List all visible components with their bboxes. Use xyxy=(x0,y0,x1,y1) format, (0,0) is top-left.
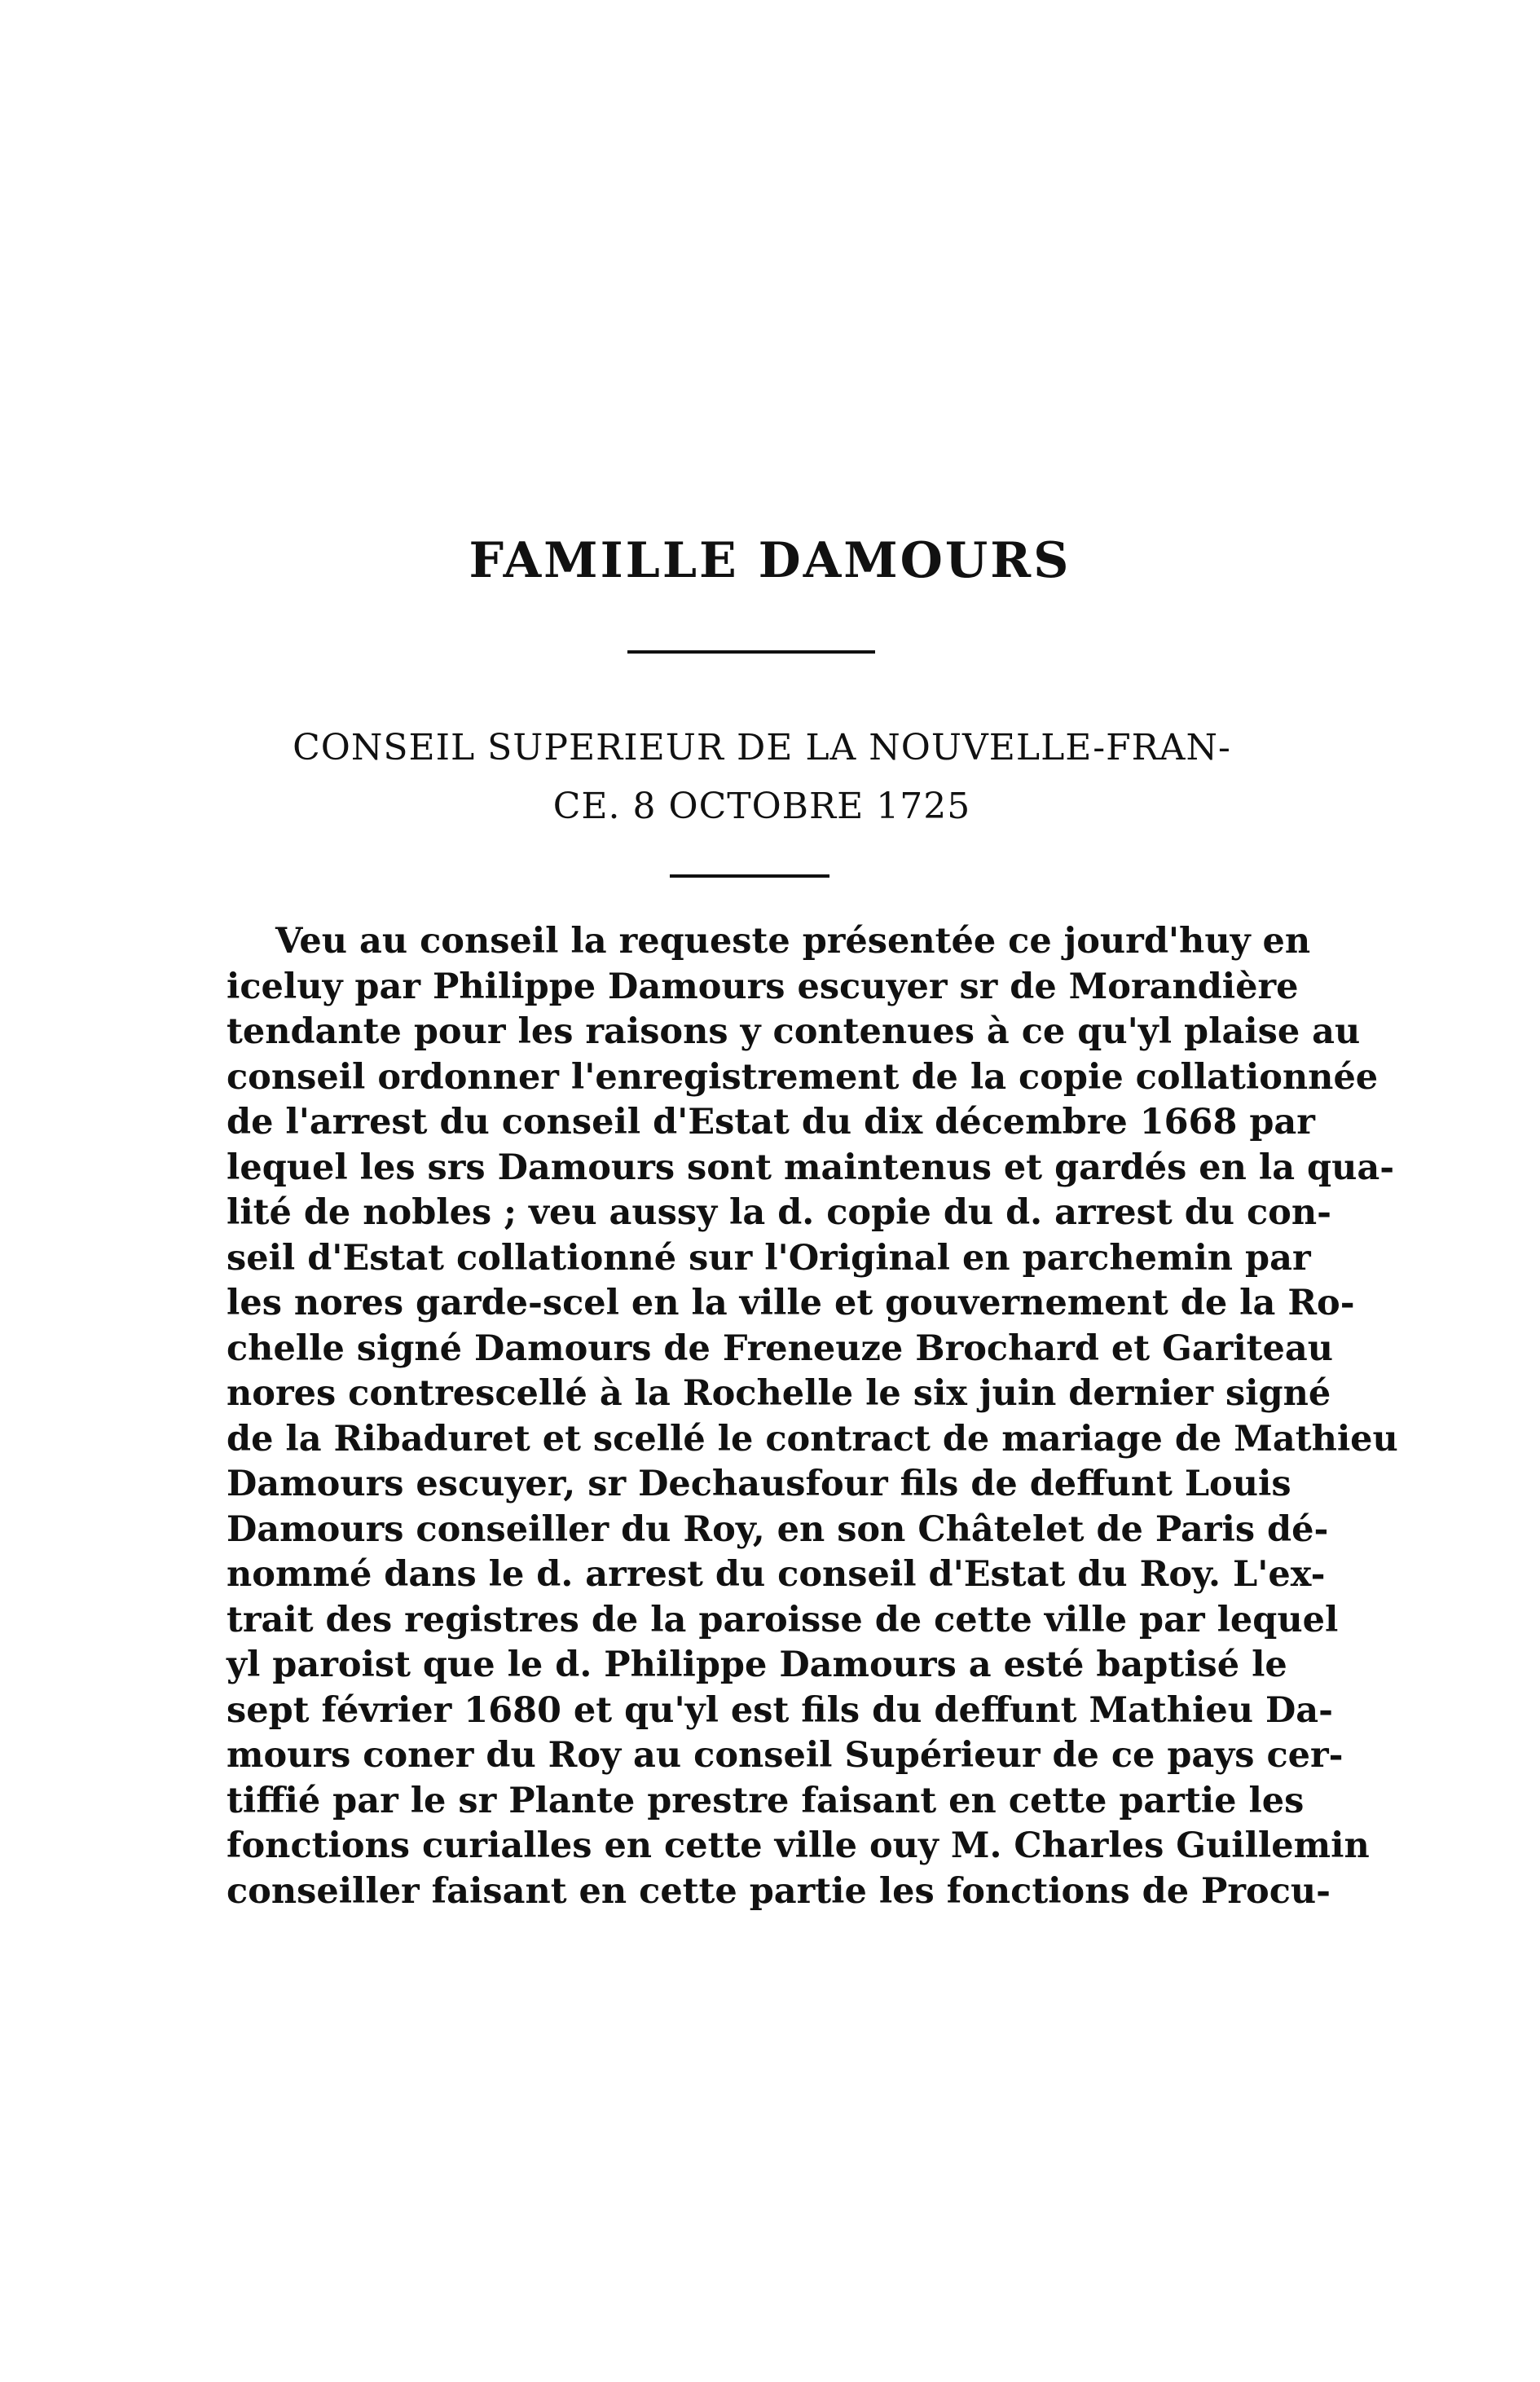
text-line: Damours conseiller du Roy, en son Châtelet de Paris dé- xyxy=(227,1508,1329,1550)
text-line: yl paroist que le d. Philippe Damours a esté baptisé le xyxy=(227,1645,1287,1685)
text-line: conseil ordonner l'enregistrement de la copie collationnée xyxy=(227,1056,1379,1098)
text-line: Damours escuyer, sr Dechausfour fils de deffunt Louis xyxy=(227,1464,1291,1504)
text-line: lité de nobles ; veu aussy la d. copie du d. arrest du con- xyxy=(227,1192,1331,1233)
text-line: de la Ribaduret et scellé le contract de mariage de Mathieu xyxy=(227,1418,1398,1460)
text-line: chelle signé Damours de Freneuze Brochard et Gariteau xyxy=(227,1327,1334,1369)
text-line: de l'arrest du conseil d'Estat du dix décembre 1668 par xyxy=(227,1102,1315,1143)
section-heading xyxy=(220,719,1304,836)
text-line: iceluy par Philippe Damours escuyer sr de Morandière xyxy=(227,966,1299,1007)
text-line: tendante pour les raisons y contenues à ce qu'yl plaise au xyxy=(227,1011,1361,1052)
text-line: nommé dans le d. arrest du conseil d'Estat du Roy. L'ex- xyxy=(227,1554,1326,1595)
text-line: tiffié par le sr Plante prestre faisant en cette partie les xyxy=(227,1780,1305,1821)
text-line: fonctions curialles en cette ville ouy M. Charles Guillemin xyxy=(227,1825,1370,1866)
text-line: seil d'Estat collationné sur l'Original en parchemin par xyxy=(227,1237,1311,1279)
text-line: sept février 1680 et qu'yl est fils du deffunt Mathieu Da- xyxy=(227,1689,1333,1731)
text-line: mours coner du Roy au conseil Supérieur de ce pays cer- xyxy=(227,1735,1344,1776)
text-line: lequel les srs Damours sont maintenus et gardés en la qua- xyxy=(227,1147,1395,1188)
text-line: trait des registres de la paroisse de cette ville par lequel xyxy=(227,1599,1339,1640)
text-line: Veu au conseil la requeste présentée ce jourd'huy en xyxy=(275,921,1311,962)
section-heading-line: CE. 8 OCTOBRE 1725 xyxy=(552,786,971,827)
text-line: conseiller faisant en cette partie les fonctions de Procu- xyxy=(227,1870,1331,1912)
title-divider xyxy=(627,650,875,654)
heading-divider xyxy=(670,874,829,878)
text-line: nores contrescellé à la Rochelle le six juin dernier signé xyxy=(227,1373,1331,1414)
text-line: les nores garde-scel en la ville et gouvernement de la Ro- xyxy=(227,1283,1355,1323)
section-heading-line: CONSEIL SUPERIEUR DE LA NOUVELLE-FRAN- xyxy=(293,727,1231,768)
body-paragraph xyxy=(227,919,1398,1914)
page-title: FAMILLE DAMOURS xyxy=(469,532,1071,589)
